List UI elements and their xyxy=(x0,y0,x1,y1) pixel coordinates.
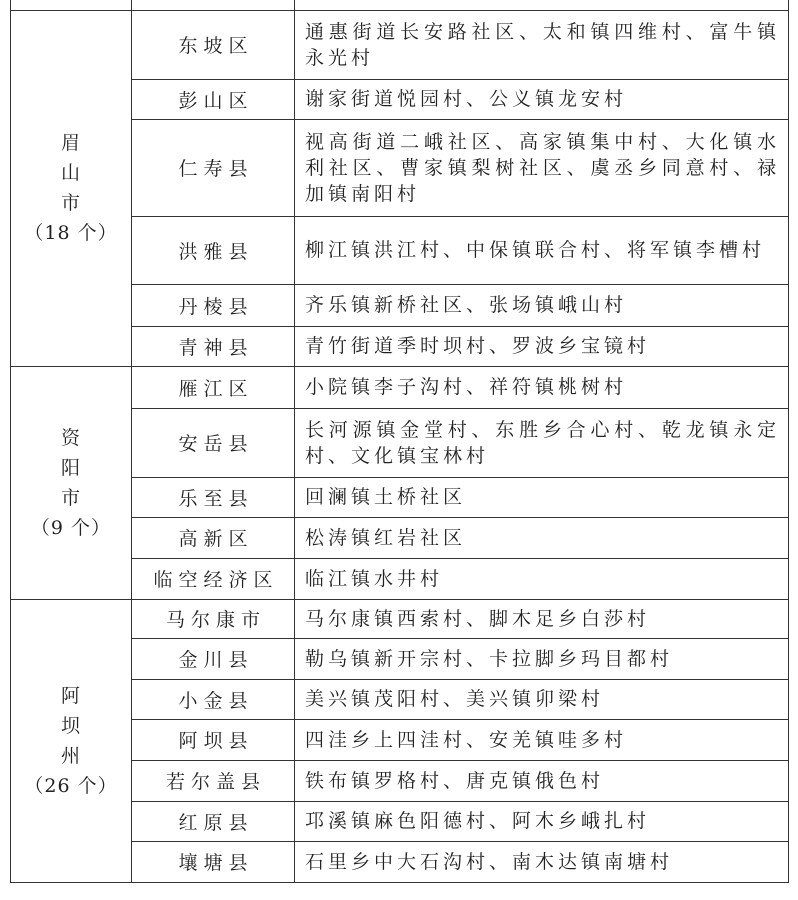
city-count: （9 个） xyxy=(30,516,112,539)
county-name: 壤塘县 xyxy=(132,841,295,882)
village-list: 视高街道二峨社区、高家镇集中村、大化镇水利社区、曹家镇梨树社区、虞丞乡同意村、禄加镇南阳村 xyxy=(295,119,789,216)
village-list: 勒乌镇新开宗村、卡拉脚乡玛目都村 xyxy=(295,638,789,679)
county-name: 金川县 xyxy=(132,638,295,679)
county-name: 安岳县 xyxy=(132,408,295,477)
village-list: 四洼乡上四洼村、安羌镇哇多村 xyxy=(295,719,789,760)
village-list: 美兴镇茂阳村、美兴镇卯梁村 xyxy=(295,679,789,719)
village-list: 石里乡中大石沟村、南木达镇南塘村 xyxy=(295,841,789,882)
county-name: 小金县 xyxy=(132,679,295,719)
city-name-char: 坝 xyxy=(60,714,81,737)
city-name-char: 市 xyxy=(60,192,81,214)
city-name-char: 资 xyxy=(60,426,81,449)
village-list: 小院镇李子沟村、祥符镇桃树村 xyxy=(295,366,789,408)
village-list: 长河源镇金堂村、东胜乡合心村、乾龙镇永定村、文化镇宝林村 xyxy=(295,408,789,477)
county-name: 雁江区 xyxy=(132,366,295,408)
village-list: 齐乐镇新桥社区、张场镇峨山村 xyxy=(295,284,789,326)
city-name-char: 阿 xyxy=(60,684,81,707)
village-list: 回澜镇土桥社区 xyxy=(295,477,789,517)
village-list: 青竹街道季时坝村、罗波乡宝镜村 xyxy=(295,326,789,366)
city-name-char: 眉 xyxy=(60,132,81,154)
village-list: 通惠街道长安路社区、太和镇四维村、富牛镇永光村 xyxy=(295,10,789,79)
county-name: 彭山区 xyxy=(132,79,295,119)
table-row xyxy=(11,599,789,638)
county-name: 东坡区 xyxy=(132,10,295,79)
table-row xyxy=(11,366,789,408)
city-name-char: 阳 xyxy=(60,456,81,479)
city-cell xyxy=(11,599,132,882)
village-list: 谢家街道悦园村、公义镇龙安村 xyxy=(295,79,789,119)
city-name-char: 州 xyxy=(60,744,81,767)
county-name: 若尔盖县 xyxy=(132,760,295,801)
village-list: 铁布镇罗格村、唐克镇俄色村 xyxy=(295,760,789,801)
village-list: 马尔康镇西索村、脚木足乡白莎村 xyxy=(295,599,789,638)
village-list: 邛溪镇麻色阳德村、阿木乡峨扎村 xyxy=(295,801,789,841)
city-count: （26 个） xyxy=(24,774,118,797)
county-name: 红原县 xyxy=(132,801,295,841)
city-count: （18 个） xyxy=(24,222,118,244)
table-top-edge-row xyxy=(11,0,789,10)
county-name: 高新区 xyxy=(132,517,295,558)
village-list: 柳江镇洪江村、中保镇联合村、将军镇李槽村 xyxy=(295,216,789,284)
county-name: 丹棱县 xyxy=(132,284,295,326)
city-cell xyxy=(11,366,132,599)
county-name: 临空经济区 xyxy=(132,558,295,599)
city-cell xyxy=(11,10,132,366)
village-list-table xyxy=(10,0,789,883)
county-name: 乐至县 xyxy=(132,477,295,517)
county-name: 马尔康市 xyxy=(132,599,295,638)
county-name: 洪雅县 xyxy=(132,216,295,284)
county-name: 仁寿县 xyxy=(132,119,295,216)
county-name: 阿坝县 xyxy=(132,719,295,760)
county-name: 青神县 xyxy=(132,326,295,366)
village-list: 临江镇水井村 xyxy=(295,558,789,599)
village-list: 松涛镇红岩社区 xyxy=(295,517,789,558)
city-name-char: 市 xyxy=(60,486,81,509)
table-row xyxy=(11,10,789,79)
city-name-char: 山 xyxy=(60,162,81,184)
